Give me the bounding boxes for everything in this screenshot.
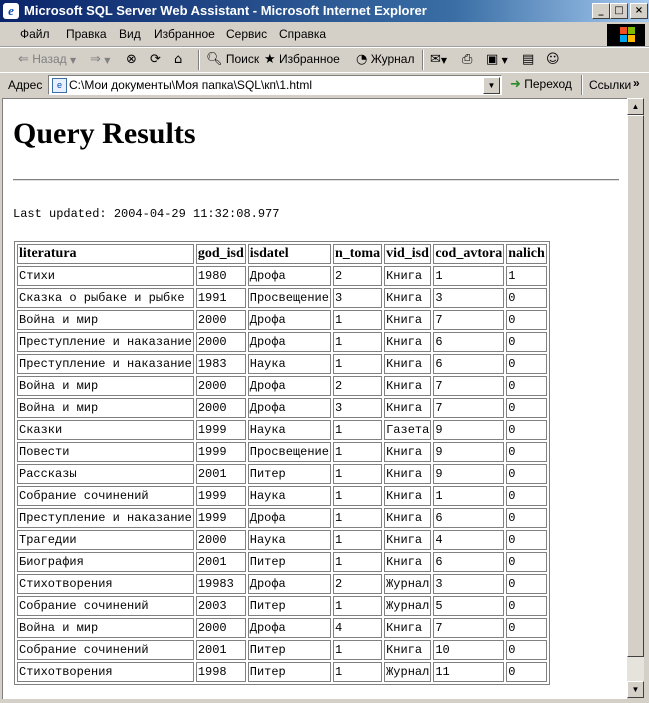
standard-toolbar	[0, 47, 649, 73]
refresh-button[interactable]	[150, 52, 161, 67]
table-cell: Дрофа	[248, 266, 331, 286]
table-cell: Просвещение	[248, 442, 331, 462]
table-cell: 4	[433, 530, 504, 550]
address-field[interactable]	[48, 75, 502, 95]
search-label: Поиск	[225, 52, 260, 66]
table-cell: 0	[506, 552, 547, 572]
forward-dropdown-icon[interactable]: ▼	[104, 56, 111, 65]
toolbar-separator	[198, 50, 200, 70]
table-cell: 7	[433, 376, 504, 396]
back-label: Назад	[32, 52, 67, 66]
table-cell: 7	[433, 310, 504, 330]
stop-icon: ⊗	[126, 52, 137, 67]
table-row	[17, 552, 547, 572]
table-cell: 1999	[196, 442, 246, 462]
table-cell: 2	[333, 376, 382, 396]
maximize-button[interactable]: □	[610, 3, 628, 19]
table-cell: Питер	[248, 552, 331, 572]
table-cell: 7	[433, 398, 504, 418]
menu-tools[interactable]: Сервис	[226, 27, 268, 41]
discuss-button[interactable]	[522, 52, 534, 67]
toolbar-separator	[422, 50, 424, 70]
table-cell: Просвещение	[248, 288, 331, 308]
results-table	[14, 241, 550, 685]
table-cell: 0	[506, 442, 547, 462]
table-body	[17, 266, 547, 682]
table-cell: 0	[506, 530, 547, 550]
go-button[interactable]	[510, 77, 572, 92]
table-cell: Книга	[384, 464, 431, 484]
table-cell: Собрание сочинений	[17, 596, 194, 616]
title-bar	[0, 0, 649, 22]
back-button[interactable]	[18, 52, 76, 67]
table-cell: 1	[333, 332, 382, 352]
address-url[interactable]: C:\Мои документы\Моя папка\SQL\кп\1.html	[69, 78, 313, 92]
table-cell: 10	[433, 640, 504, 660]
minimize-button[interactable]: _	[592, 3, 610, 19]
window-title: Microsoft SQL Server Web Assistant - Microsoft Internet Explorer	[24, 3, 427, 18]
table-cell: Преступление и наказание	[17, 354, 194, 374]
menu-favorites[interactable]: Избранное	[154, 27, 215, 41]
go-arrow-icon: ➜	[510, 77, 521, 92]
table-cell: Книга	[384, 266, 431, 286]
table-cell: Биография	[17, 552, 194, 572]
toolbar-separator	[581, 75, 583, 95]
column-header: isdatel	[248, 244, 331, 264]
menu-bar	[0, 22, 649, 47]
table-cell: Журнал	[384, 574, 431, 594]
stop-button[interactable]	[126, 52, 137, 67]
scroll-up-icon[interactable]: ▲	[627, 98, 644, 115]
table-cell: 1	[333, 310, 382, 330]
table-row	[17, 662, 547, 682]
table-cell: Книга	[384, 398, 431, 418]
column-header: vid_isd	[384, 244, 431, 264]
table-cell: Наука	[248, 486, 331, 506]
table-row	[17, 640, 547, 660]
table-cell: 1983	[196, 354, 246, 374]
table-cell: 1	[333, 552, 382, 572]
history-label: Журнал	[370, 52, 415, 66]
table-header-row	[17, 244, 547, 264]
table-cell: Книга	[384, 486, 431, 506]
last-updated: Last updated: 2004-04-29 11:32:08.977	[13, 207, 280, 221]
table-cell: 1	[433, 266, 504, 286]
table-cell: Дрофа	[248, 618, 331, 638]
table-cell: Дрофа	[248, 508, 331, 528]
table-row	[17, 376, 547, 396]
table-cell: 2	[333, 574, 382, 594]
table-cell: Питер	[248, 464, 331, 484]
address-dropdown-icon[interactable]: ▼	[483, 77, 500, 94]
table-row	[17, 596, 547, 616]
table-cell: 6	[433, 354, 504, 374]
table-row	[17, 618, 547, 638]
edit-button[interactable]	[486, 52, 508, 67]
table-cell: 9	[433, 420, 504, 440]
horizontal-rule	[13, 179, 619, 181]
table-cell: Трагедии	[17, 530, 194, 550]
table-row	[17, 420, 547, 440]
search-button[interactable]	[206, 52, 259, 67]
table-cell: 2000	[196, 310, 246, 330]
address-label: Адрес	[8, 78, 43, 92]
table-cell: Книга	[384, 442, 431, 462]
table-cell: Война и мир	[17, 376, 194, 396]
table-cell: Собрание сочинений	[17, 486, 194, 506]
table-cell: Рассказы	[17, 464, 194, 484]
table-cell: Стихи	[17, 266, 194, 286]
table-cell: Питер	[248, 596, 331, 616]
table-cell: Дрофа	[248, 574, 331, 594]
messenger-icon: ☺	[546, 52, 560, 67]
links-button[interactable]: Ссылки	[589, 78, 632, 92]
table-cell: 7	[433, 618, 504, 638]
table-cell: 3	[433, 574, 504, 594]
table-cell: 1	[333, 640, 382, 660]
home-icon: ⌂	[174, 52, 183, 67]
table-cell: Преступление и наказание	[17, 508, 194, 528]
table-cell: Питер	[248, 662, 331, 682]
table-row	[17, 508, 547, 528]
table-row	[17, 464, 547, 484]
menu-help[interactable]: Справка	[279, 27, 327, 41]
history-button[interactable]	[356, 52, 414, 67]
table-cell: 11	[433, 662, 504, 682]
table-cell: Журнал	[384, 662, 431, 682]
table-cell: Книга	[384, 618, 431, 638]
table-cell: Дрофа	[248, 398, 331, 418]
table-cell: Дрофа	[248, 332, 331, 352]
table-cell: 1	[333, 596, 382, 616]
forward-button[interactable]	[90, 52, 110, 67]
edit-dropdown-icon: ▼	[501, 56, 508, 65]
page-icon: e	[52, 78, 67, 93]
table-cell: Книга	[384, 354, 431, 374]
address-bar	[0, 72, 649, 97]
table-cell: 9	[433, 442, 504, 462]
table-cell: 1998	[196, 662, 246, 682]
table-cell: 0	[506, 508, 547, 528]
messenger-button[interactable]	[546, 52, 560, 67]
favorites-icon: ★	[264, 52, 276, 67]
forward-arrow-icon: ⇒	[90, 52, 101, 67]
table-cell: Журнал	[384, 596, 431, 616]
table-cell: Книга	[384, 530, 431, 550]
discuss-icon: ▤	[522, 52, 535, 67]
table-row	[17, 266, 547, 286]
table-cell: 1	[333, 420, 382, 440]
table-cell: 1980	[196, 266, 246, 286]
table-cell: 1999	[196, 508, 246, 528]
table-row	[17, 398, 547, 418]
history-icon: ◔	[356, 52, 368, 67]
table-cell: 2000	[196, 376, 246, 396]
table-cell: 1	[333, 354, 382, 374]
table-cell: Сказка о рыбаке и рыбке	[17, 288, 194, 308]
table-cell: 1	[333, 464, 382, 484]
table-cell: Стихотворения	[17, 662, 194, 682]
table-cell: 3	[433, 288, 504, 308]
table-row	[17, 530, 547, 550]
table-row	[17, 288, 547, 308]
table-row	[17, 486, 547, 506]
table-cell: 4	[333, 618, 382, 638]
table-cell: Книга	[384, 376, 431, 396]
table-cell: 2001	[196, 464, 246, 484]
print-icon: ⎙	[462, 52, 473, 67]
ie-icon: e	[3, 3, 19, 19]
windows-logo-icon	[607, 24, 645, 46]
table-cell: 6	[433, 508, 504, 528]
table-cell: 9	[433, 464, 504, 484]
table-cell: 1	[333, 442, 382, 462]
table-cell: Дрофа	[248, 376, 331, 396]
search-icon: 🔍︎	[206, 52, 223, 67]
table-row	[17, 332, 547, 352]
favorites-button[interactable]	[264, 52, 340, 67]
table-cell: 0	[506, 464, 547, 484]
table-row	[17, 354, 547, 374]
table-cell: 3	[333, 288, 382, 308]
table-cell: 1	[433, 486, 504, 506]
table-cell: Дрофа	[248, 310, 331, 330]
column-header: god_isd	[196, 244, 246, 264]
back-dropdown-icon[interactable]: ▼	[69, 56, 77, 65]
table-row	[17, 442, 547, 462]
table-cell: 0	[506, 332, 547, 352]
table-cell: Книга	[384, 640, 431, 660]
table-cell: 0	[506, 640, 547, 660]
favorites-label: Избранное	[279, 52, 340, 66]
table-cell: Питер	[248, 640, 331, 660]
table-cell: Книга	[384, 310, 431, 330]
back-arrow-icon: ⇐	[18, 52, 29, 67]
table-cell: Собрание сочинений	[17, 640, 194, 660]
table-cell: 1	[333, 662, 382, 682]
mail-icon: ✉	[430, 52, 441, 67]
table-cell: Наука	[248, 530, 331, 550]
table-cell: Война и мир	[17, 310, 194, 330]
table-cell: Книга	[384, 332, 431, 352]
table-cell: 1	[333, 530, 382, 550]
table-cell: 2000	[196, 618, 246, 638]
table-cell: 0	[506, 420, 547, 440]
table-cell: 0	[506, 662, 547, 682]
table-cell: 6	[433, 552, 504, 572]
refresh-icon: ⟳	[150, 52, 161, 67]
table-cell: 2000	[196, 530, 246, 550]
menu-view[interactable]: Вид	[119, 27, 141, 41]
scroll-down-icon[interactable]: ▼	[627, 681, 644, 698]
table-cell: Сказки	[17, 420, 194, 440]
scroll-thumb[interactable]	[627, 115, 644, 657]
table-cell: 0	[506, 486, 547, 506]
menu-edit[interactable]: Правка	[66, 27, 107, 41]
print-button[interactable]	[462, 52, 472, 67]
table-cell: 5	[433, 596, 504, 616]
column-header: literatura	[17, 244, 194, 264]
table-cell: 6	[433, 332, 504, 352]
table-cell: 2000	[196, 398, 246, 418]
table-cell: 1	[333, 508, 382, 528]
table-cell: 0	[506, 288, 547, 308]
table-cell: Повести	[17, 442, 194, 462]
table-cell: Газета	[384, 420, 431, 440]
table-row	[17, 574, 547, 594]
page-content	[2, 98, 627, 699]
close-button[interactable]: ×	[630, 3, 648, 19]
table-cell: 2	[333, 266, 382, 286]
edit-icon: ▣	[486, 52, 499, 67]
chevron-right-icon[interactable]: »	[633, 76, 640, 90]
table-cell: 2001	[196, 552, 246, 572]
table-cell: 0	[506, 354, 547, 374]
table-cell: Книга	[384, 508, 431, 528]
table-cell: 0	[506, 398, 547, 418]
table-cell: 3	[333, 398, 382, 418]
column-header: cod_avtora	[433, 244, 504, 264]
table-cell: 2000	[196, 332, 246, 352]
table-cell: 0	[506, 310, 547, 330]
table-cell: 19983	[196, 574, 246, 594]
table-cell: 2003	[196, 596, 246, 616]
table-cell: 0	[506, 618, 547, 638]
table-cell: 1	[506, 266, 547, 286]
table-cell: 1	[333, 486, 382, 506]
page-title: Query Results	[13, 117, 196, 150]
table-cell: Преступление и наказание	[17, 332, 194, 352]
table-cell: Стихотворения	[17, 574, 194, 594]
mail-button[interactable]	[430, 52, 447, 67]
go-label: Переход	[524, 77, 572, 91]
table-cell: 1999	[196, 486, 246, 506]
table-cell: 0	[506, 574, 547, 594]
table-cell: 2001	[196, 640, 246, 660]
table-cell: 0	[506, 376, 547, 396]
column-header: n_toma	[333, 244, 382, 264]
table-cell: Война и мир	[17, 618, 194, 638]
table-cell: Книга	[384, 288, 431, 308]
table-cell: Наука	[248, 354, 331, 374]
table-cell: Книга	[384, 552, 431, 572]
mail-dropdown-icon: ▼	[440, 56, 448, 65]
table-cell: 0	[506, 596, 547, 616]
table-cell: 1999	[196, 420, 246, 440]
table-cell: 1991	[196, 288, 246, 308]
home-button[interactable]	[174, 52, 182, 67]
table-row	[17, 310, 547, 330]
table-cell: Война и мир	[17, 398, 194, 418]
vertical-scrollbar[interactable]	[627, 98, 644, 698]
table-cell: Наука	[248, 420, 331, 440]
column-header: nalich	[506, 244, 547, 264]
menu-file[interactable]: Файл	[20, 27, 50, 41]
